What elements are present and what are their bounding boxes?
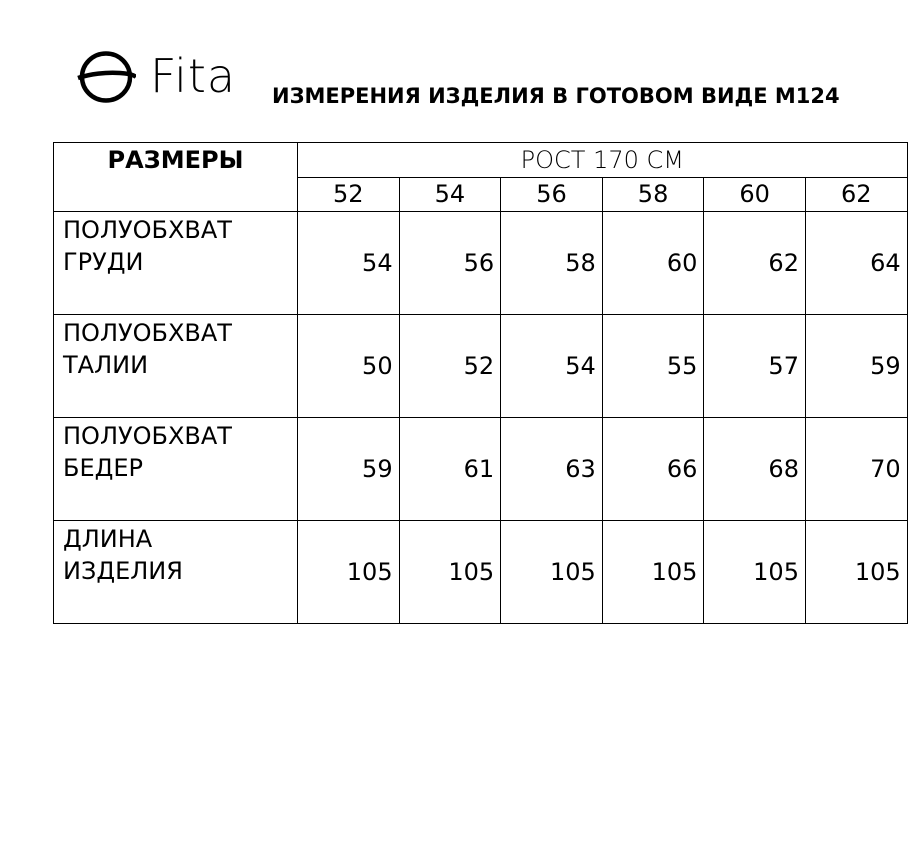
size-header-cell: 54	[399, 177, 501, 212]
theta-logo-icon	[76, 50, 136, 104]
value-cell: 57	[704, 315, 806, 418]
row-label: ДЛИНА ИЗДЕЛИЯ	[54, 521, 298, 624]
brand-logo	[76, 46, 256, 110]
table-row-hips	[54, 418, 908, 521]
value-cell: 105	[805, 521, 907, 624]
value-cell: 105	[298, 521, 400, 624]
size-header-cell: 62	[805, 177, 907, 212]
value-cell: 60	[602, 212, 704, 315]
document-title: ИЗМЕРЕНИЯ ИЗДЕЛИЯ В ГОТОВОМ ВИДЕ М124	[272, 84, 840, 108]
value-cell: 105	[704, 521, 806, 624]
value-cell: 68	[704, 418, 806, 521]
value-cell: 61	[399, 418, 501, 521]
value-cell: 105	[602, 521, 704, 624]
value-cell: 70	[805, 418, 907, 521]
size-chart-table	[53, 142, 908, 624]
value-cell: 56	[399, 212, 501, 315]
value-cell: 54	[298, 212, 400, 315]
value-cell: 58	[501, 212, 603, 315]
size-header-cell: 52	[298, 177, 400, 212]
height-header-cell: РОСТ 170 СМ	[298, 143, 908, 178]
value-cell: 52	[399, 315, 501, 418]
row-label: ПОЛУОБХВАТ БЕДЕР	[54, 418, 298, 521]
row-label: ПОЛУОБХВАТ ТАЛИИ	[54, 315, 298, 418]
value-cell: 54	[501, 315, 603, 418]
value-cell: 105	[399, 521, 501, 624]
size-header-cell: 58	[602, 177, 704, 212]
value-cell: 50	[298, 315, 400, 418]
value-cell: 66	[602, 418, 704, 521]
value-cell: 64	[805, 212, 907, 315]
brand-name: Fita	[150, 49, 237, 103]
row-label: ПОЛУОБХВАТ ГРУДИ	[54, 212, 298, 315]
table-row-waist	[54, 315, 908, 418]
table-row-chest	[54, 212, 908, 315]
table-row-length	[54, 521, 908, 624]
value-cell: 59	[805, 315, 907, 418]
sizes-header-cell: РАЗМЕРЫ	[54, 143, 298, 212]
size-header-cell: 56	[501, 177, 603, 212]
size-header-cell: 60	[704, 177, 806, 212]
value-cell: 62	[704, 212, 806, 315]
header-row	[54, 143, 908, 178]
value-cell: 59	[298, 418, 400, 521]
value-cell: 55	[602, 315, 704, 418]
value-cell: 105	[501, 521, 603, 624]
value-cell: 63	[501, 418, 603, 521]
